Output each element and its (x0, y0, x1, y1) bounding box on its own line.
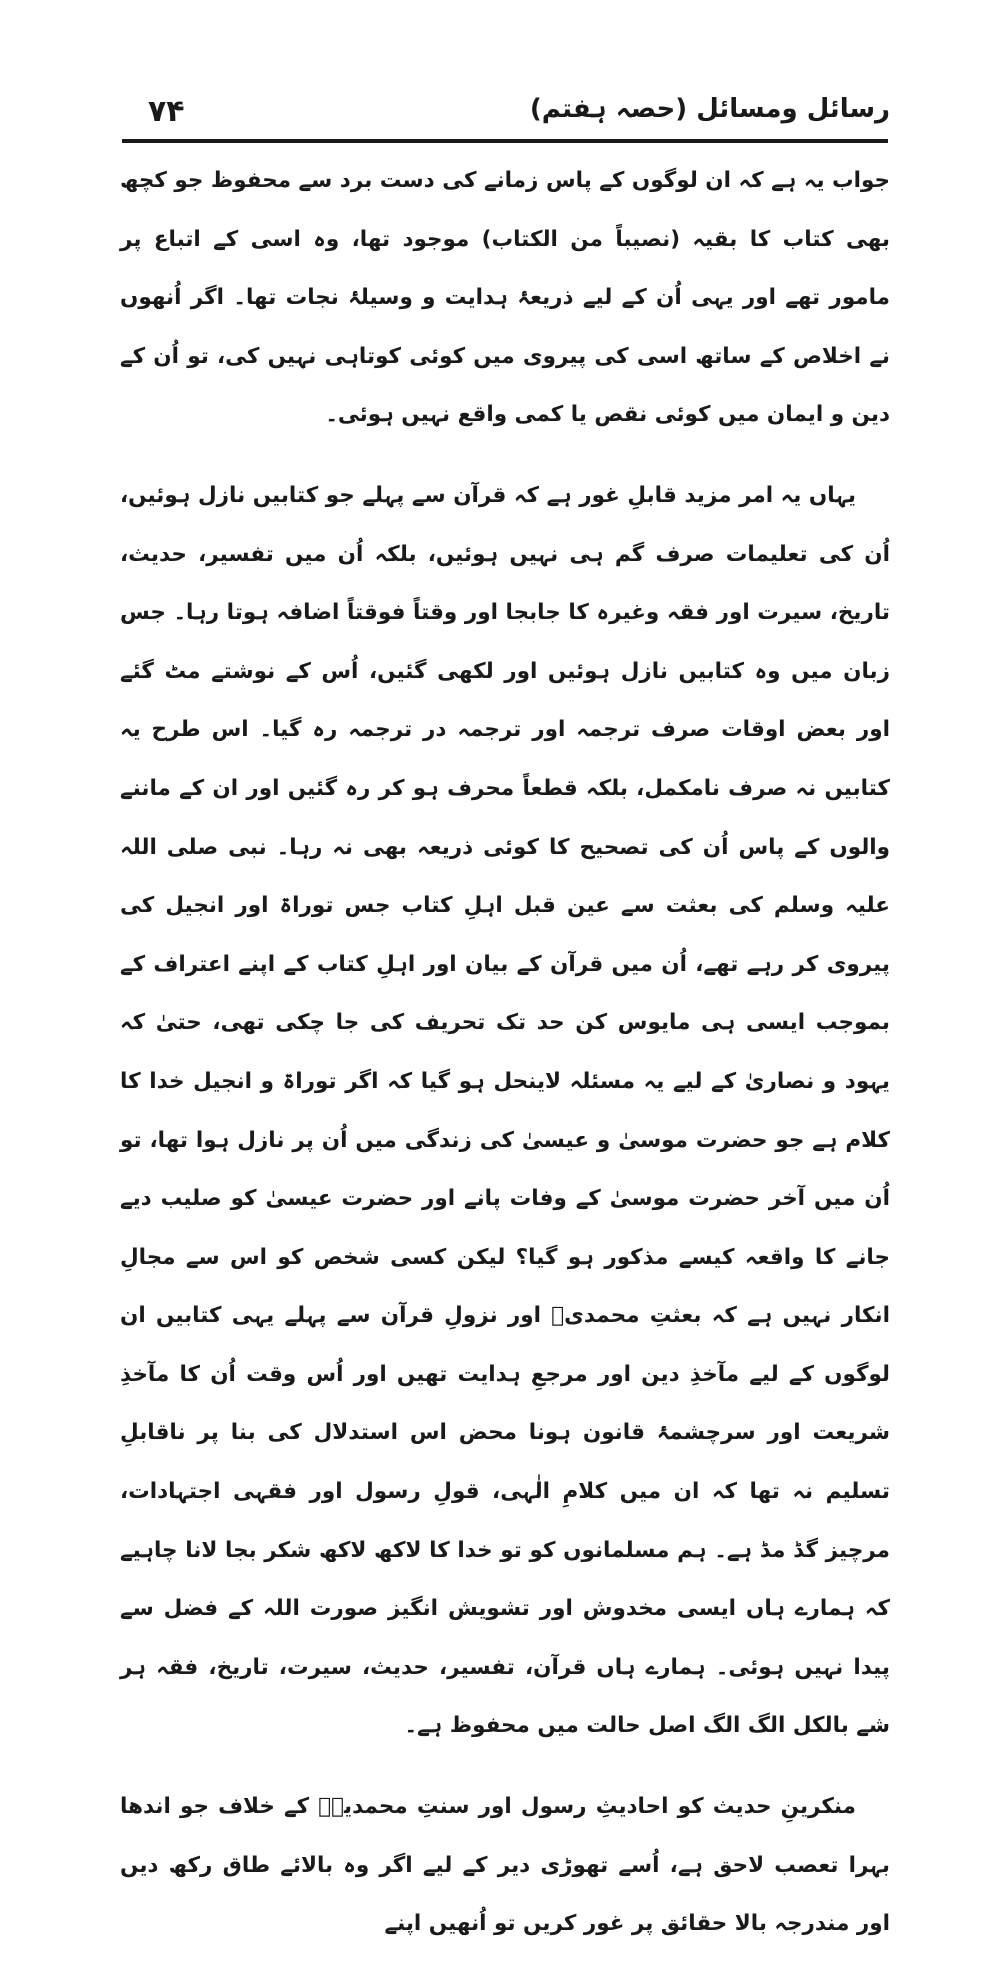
header-rule (122, 139, 888, 143)
paragraph-1: جواب یہ ہے کہ ان لوگوں کے پاس زمانے کی دست برد سے محفوظ جو کچھ بھی کتاب کا بقیہ (نصیباً من الکتاب) موجود تھا، وہ اسی کے اتباع پر مامور تھے اور یہی اُن کے لیے ذریعۂ ہدایت و وسیلۂ نجات تھا۔ اگر اُنھوں نے اخلاص کے ساتھ اسی کی پیروی میں کوئی کوتاہی نہیں کی، تو اُن کے دین و ایمان میں کوئی نقص یا کمی واقع نہیں ہوئی۔ (120, 168, 890, 428)
page-header (120, 90, 890, 140)
body-text (120, 152, 890, 1976)
paragraph-2: یہاں یہ امر مزید قابلِ غور ہے کہ قرآن سے پہلے جو کتابیں نازل ہوئیں، اُن کی تعلیمات صرف گم ہی نہیں ہوئیں، بلکہ اُن میں تفسیر، حدیث، تاریخ، سیرت اور فقہ وغیرہ کا جابجا اور وقتاً فوقتاً اضافہ ہوتا رہا۔ جس زبان میں وہ کتابیں نازل ہوئیں اور لکھی گئیں، اُس کے نوشتے مٹ گئے اور بعض اوقات صرف ترجمہ اور ترجمہ در ترجمہ رہ گیا۔ اس طرح یہ کتابیں نہ صرف نامکمل، بلکہ قطعاً محرف ہو کر رہ گئیں اور ان کے ماننے والوں کے پاس اُن کی تصحیح کا کوئی ذریعہ بھی نہ رہا۔ نبی صلی اللہ علیہ وسلم کی بعثت سے عین قبل اہلِ کتاب جس توراۃ اور انجیل کی پیروی کر رہے تھے، اُن میں قرآن کے بیان اور اہلِ کتاب کے اپنے اعتراف کے بموجب ایسی ہی مایوس کن حد تک تحریف کی جا چکی تھی، حتیٰ کہ یہود و نصاریٰ کے لیے یہ مسئلہ لاینحل ہو گیا کہ اگر توراۃ و انجیل خدا کا کلام ہے جو حضرت موسیٰ و عیسیٰ کی زندگی میں اُن پر نازل ہوا تھا، تو اُن میں آخر حضرت موسیٰ کے وفات پانے اور حضرت عیسیٰ کو صلیب دیے جانے کا واقعہ کیسے مذکور ہو گیا؟ لیکن کسی شخص کو اس سے مجالِ انکار نہیں ہے کہ بعثتِ محمدیؐ اور نزولِ قرآن سے پہلے یہی کتابیں ان لوگوں کے لیے مآخذِ دین اور مرجعِ ہدایت تھیں اور اُس وقت اُن کا مآخذِ شریعت اور سرچشمۂ قانون ہونا محض اس استدلال کی بنا پر ناقابلِ تسلیم نہ تھا کہ ان میں کلامِ الٰہی، قولِ رسول اور فقہی اجتہادات، مرچیز گڈ مڈ ہے۔ ہم مسلمانوں کو تو خدا کا لاکھ لاکھ شکر بجا لانا چاہیے کہ ہمارے ہاں ایسی مخدوش اور تشویش انگیز صورت اللہ کے فضل سے پیدا نہیں ہوئی۔ ہمارے ہاں قرآن، تفسیر، حدیث، سیرت، تاریخ، فقہ ہر شے بالکل الگ الگ اصل حالت میں محفوظ ہے۔ (120, 482, 890, 1739)
page-number: ۷۴ (148, 94, 185, 129)
paragraph-3: منکرینِ حدیث کو احادیثِ رسول اور سنتِ محمدیہؐ کے خلاف جو اندھا بہرا تعصب لاحق ہے، اُسے تھوڑی دیر کے لیے اگر وہ بالائے طاق رکھ دیں اور مندرجہ بالا حقائق پر غور کریں تو اُنھیں اپنے (120, 1794, 890, 1937)
running-title: رسائل ومسائل (حصہ ہفتم) (529, 94, 890, 124)
